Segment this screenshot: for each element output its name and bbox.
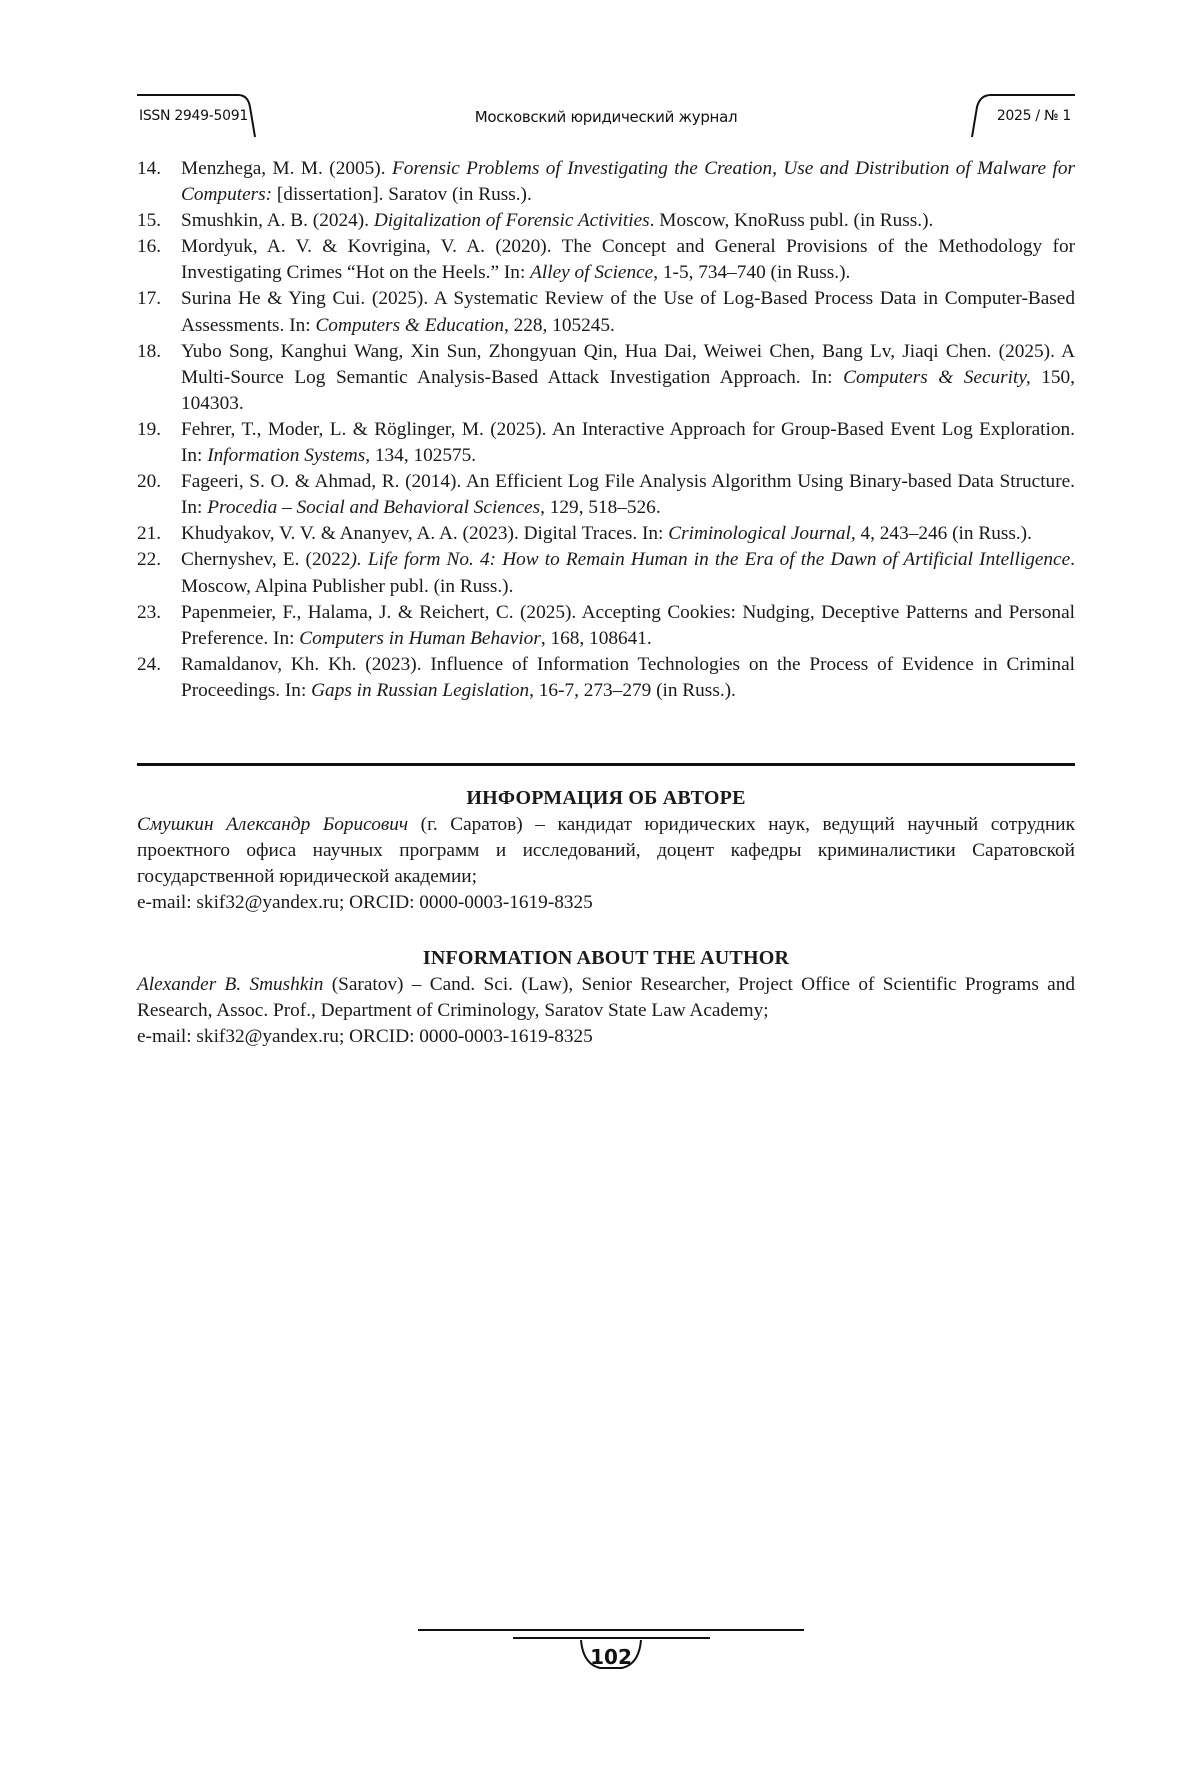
reference-text: Surina He & Ying Cui. (2025). A Systematic Review of the Use of Log-Based Process Data in Computer-Based Assessments. In: [181, 288, 1075, 335]
reference-item [137, 339, 1075, 417]
reference-number: 20. [137, 469, 161, 495]
page-footer [418, 1628, 804, 1688]
reference-title: ). Life form No. 4: How to Remain Human in the Era of the Dawn of Artificial Intelligence [351, 549, 1071, 570]
issn-label: ISSN 2949-5091 [139, 108, 248, 124]
reference-number: 18. [137, 339, 161, 365]
reference-title: Forensic Problems of Investigating the Creation, Use and Distribution of Malware for Computers: [181, 158, 1075, 205]
reference-item [137, 652, 1075, 704]
author-name-en: Alexander B. Smushkin [137, 974, 323, 995]
reference-text: Chernyshev, E. (2022 [181, 549, 351, 570]
reference-text: Ramaldanov, Kh. Kh. (2023). Influence of Information Technologies on the Process of Evidence in Criminal Proceedings. In: [181, 654, 1075, 701]
author-info-en [137, 944, 1075, 1050]
author-name-ru: Смушкин Александр Борисович [137, 814, 408, 835]
reference-text: . Moscow, KnoRuss publ. (in Russ.). [650, 210, 934, 231]
reference-text: 150, 104303. [181, 367, 1075, 414]
reference-item [137, 417, 1075, 469]
reference-item [137, 286, 1075, 338]
reference-number: 24. [137, 652, 161, 678]
reference-title: Gaps in Russian Legislation [311, 680, 529, 701]
reference-title: Computers & Security, [843, 367, 1031, 388]
reference-item [137, 600, 1075, 652]
reference-text: Menzhega, M. M. (2005). [181, 158, 392, 179]
reference-number: 21. [137, 521, 161, 547]
reference-text: 4, 243–246 (in Russ.). [856, 523, 1032, 544]
reference-text: Papenmeier, F., Halama, J. & Reichert, C. (2025). Accepting Cookies: Nudging, Deceptive Patterns and Personal Preference. In: [181, 602, 1075, 649]
reference-number: 22. [137, 547, 161, 573]
reference-text: Mordyuk, A. V. & Kovrigina, V. A. (2020). The Concept and General Provisions of the Methodology for Investigating Crimes “Hot on the Heels.” In: [181, 236, 1075, 283]
reference-text: Smushkin, A. B. (2024). [181, 210, 374, 231]
reference-item [137, 469, 1075, 521]
reference-title: Alley of Science [530, 262, 653, 283]
author-info-en-heading: INFORMATION ABOUT THE AUTHOR [137, 944, 1075, 972]
reference-text: Fehrer, T., Moder, L. & Röglinger, M. (2025). An Interactive Approach for Group-Based Event Log Exploration. In: [181, 419, 1075, 466]
reference-item [137, 521, 1075, 547]
reference-text: , 228, 105245. [504, 315, 615, 336]
author-description-en: (Saratov) – Cand. Sci. (Law), Senior Researcher, Project Office of Scientific Programs and Research, Assoc. Prof., Department of Criminology, Saratov State Law Academy; [137, 974, 1075, 1021]
reference-text: , 1-5, 734–740 (in Russ.). [653, 262, 850, 283]
reference-title: Procedia – Social and Behavioral Sciences [207, 497, 540, 518]
reference-title: Digitalization of Forensic Activities [374, 210, 650, 231]
reference-text: Khudyakov, V. V. & Ananyev, A. A. (2023). Digital Traces. In: [181, 523, 668, 544]
author-contact-en: e-mail: skif32@yandex.ru; ORCID: 0000-0003-1619-8325 [137, 1024, 1075, 1050]
reference-text: [dissertation]. Saratov (in Russ.). [272, 184, 532, 205]
reference-title: Information Systems [207, 445, 365, 466]
reference-title: Computers & Education [315, 315, 504, 336]
reference-item [137, 208, 1075, 234]
reference-number: 23. [137, 600, 161, 626]
reference-text: , 168, 108641. [541, 628, 652, 649]
author-description-ru: (г. Саратов) – кандидат юридических наук, ведущий научный сотрудник проектного офиса научных программ и исследований, доцент кафедры криминалистики Саратовской государственной юридической академии; [137, 814, 1075, 887]
reference-list [137, 156, 1075, 704]
running-header [137, 93, 1075, 141]
reference-text: Fageeri, S. O. & Ahmad, R. (2014). An Efficient Log File Analysis Algorithm Using Binary-based Data Structure. In: [181, 471, 1075, 518]
author-info-en-text [137, 972, 1075, 1024]
author-info-ru-text [137, 812, 1075, 890]
reference-text: . Moscow, Alpina Publisher publ. (in Russ.). [181, 549, 1075, 596]
author-info-ru [137, 784, 1075, 916]
reference-title: Computers in Human Behavior [299, 628, 541, 649]
reference-number: 17. [137, 286, 161, 312]
journal-title: Московский юридический журнал [137, 108, 1075, 126]
issue-label: 2025 / № 1 [997, 108, 1071, 124]
author-info-ru-heading: ИНФОРМАЦИЯ ОБ АВТОРЕ [137, 784, 1075, 812]
reference-title: Criminological Journal, [668, 523, 855, 544]
reference-text: , 134, 102575. [365, 445, 476, 466]
reference-item [137, 547, 1075, 599]
section-divider [137, 763, 1075, 766]
reference-item [137, 156, 1075, 208]
reference-number: 15. [137, 208, 161, 234]
reference-text: , 129, 518–526. [540, 497, 661, 518]
reference-number: 16. [137, 234, 161, 260]
reference-text: , 16-7, 273–279 (in Russ.). [529, 680, 736, 701]
author-contact-ru: e-mail: skif32@yandex.ru; ORCID: 0000-0003-1619-8325 [137, 890, 1075, 916]
reference-item [137, 234, 1075, 286]
reference-number: 14. [137, 156, 161, 182]
page-number: 102 [418, 1645, 804, 1669]
reference-text: Yubo Song, Kanghui Wang, Xin Sun, Zhongyuan Qin, Hua Dai, Weiwei Chen, Bang Lv, Jiaqi Chen. (2025). A Multi-Source Log Semantic Analysis-Based Attack Investigation Approach. In: [181, 341, 1075, 388]
reference-number: 19. [137, 417, 161, 443]
